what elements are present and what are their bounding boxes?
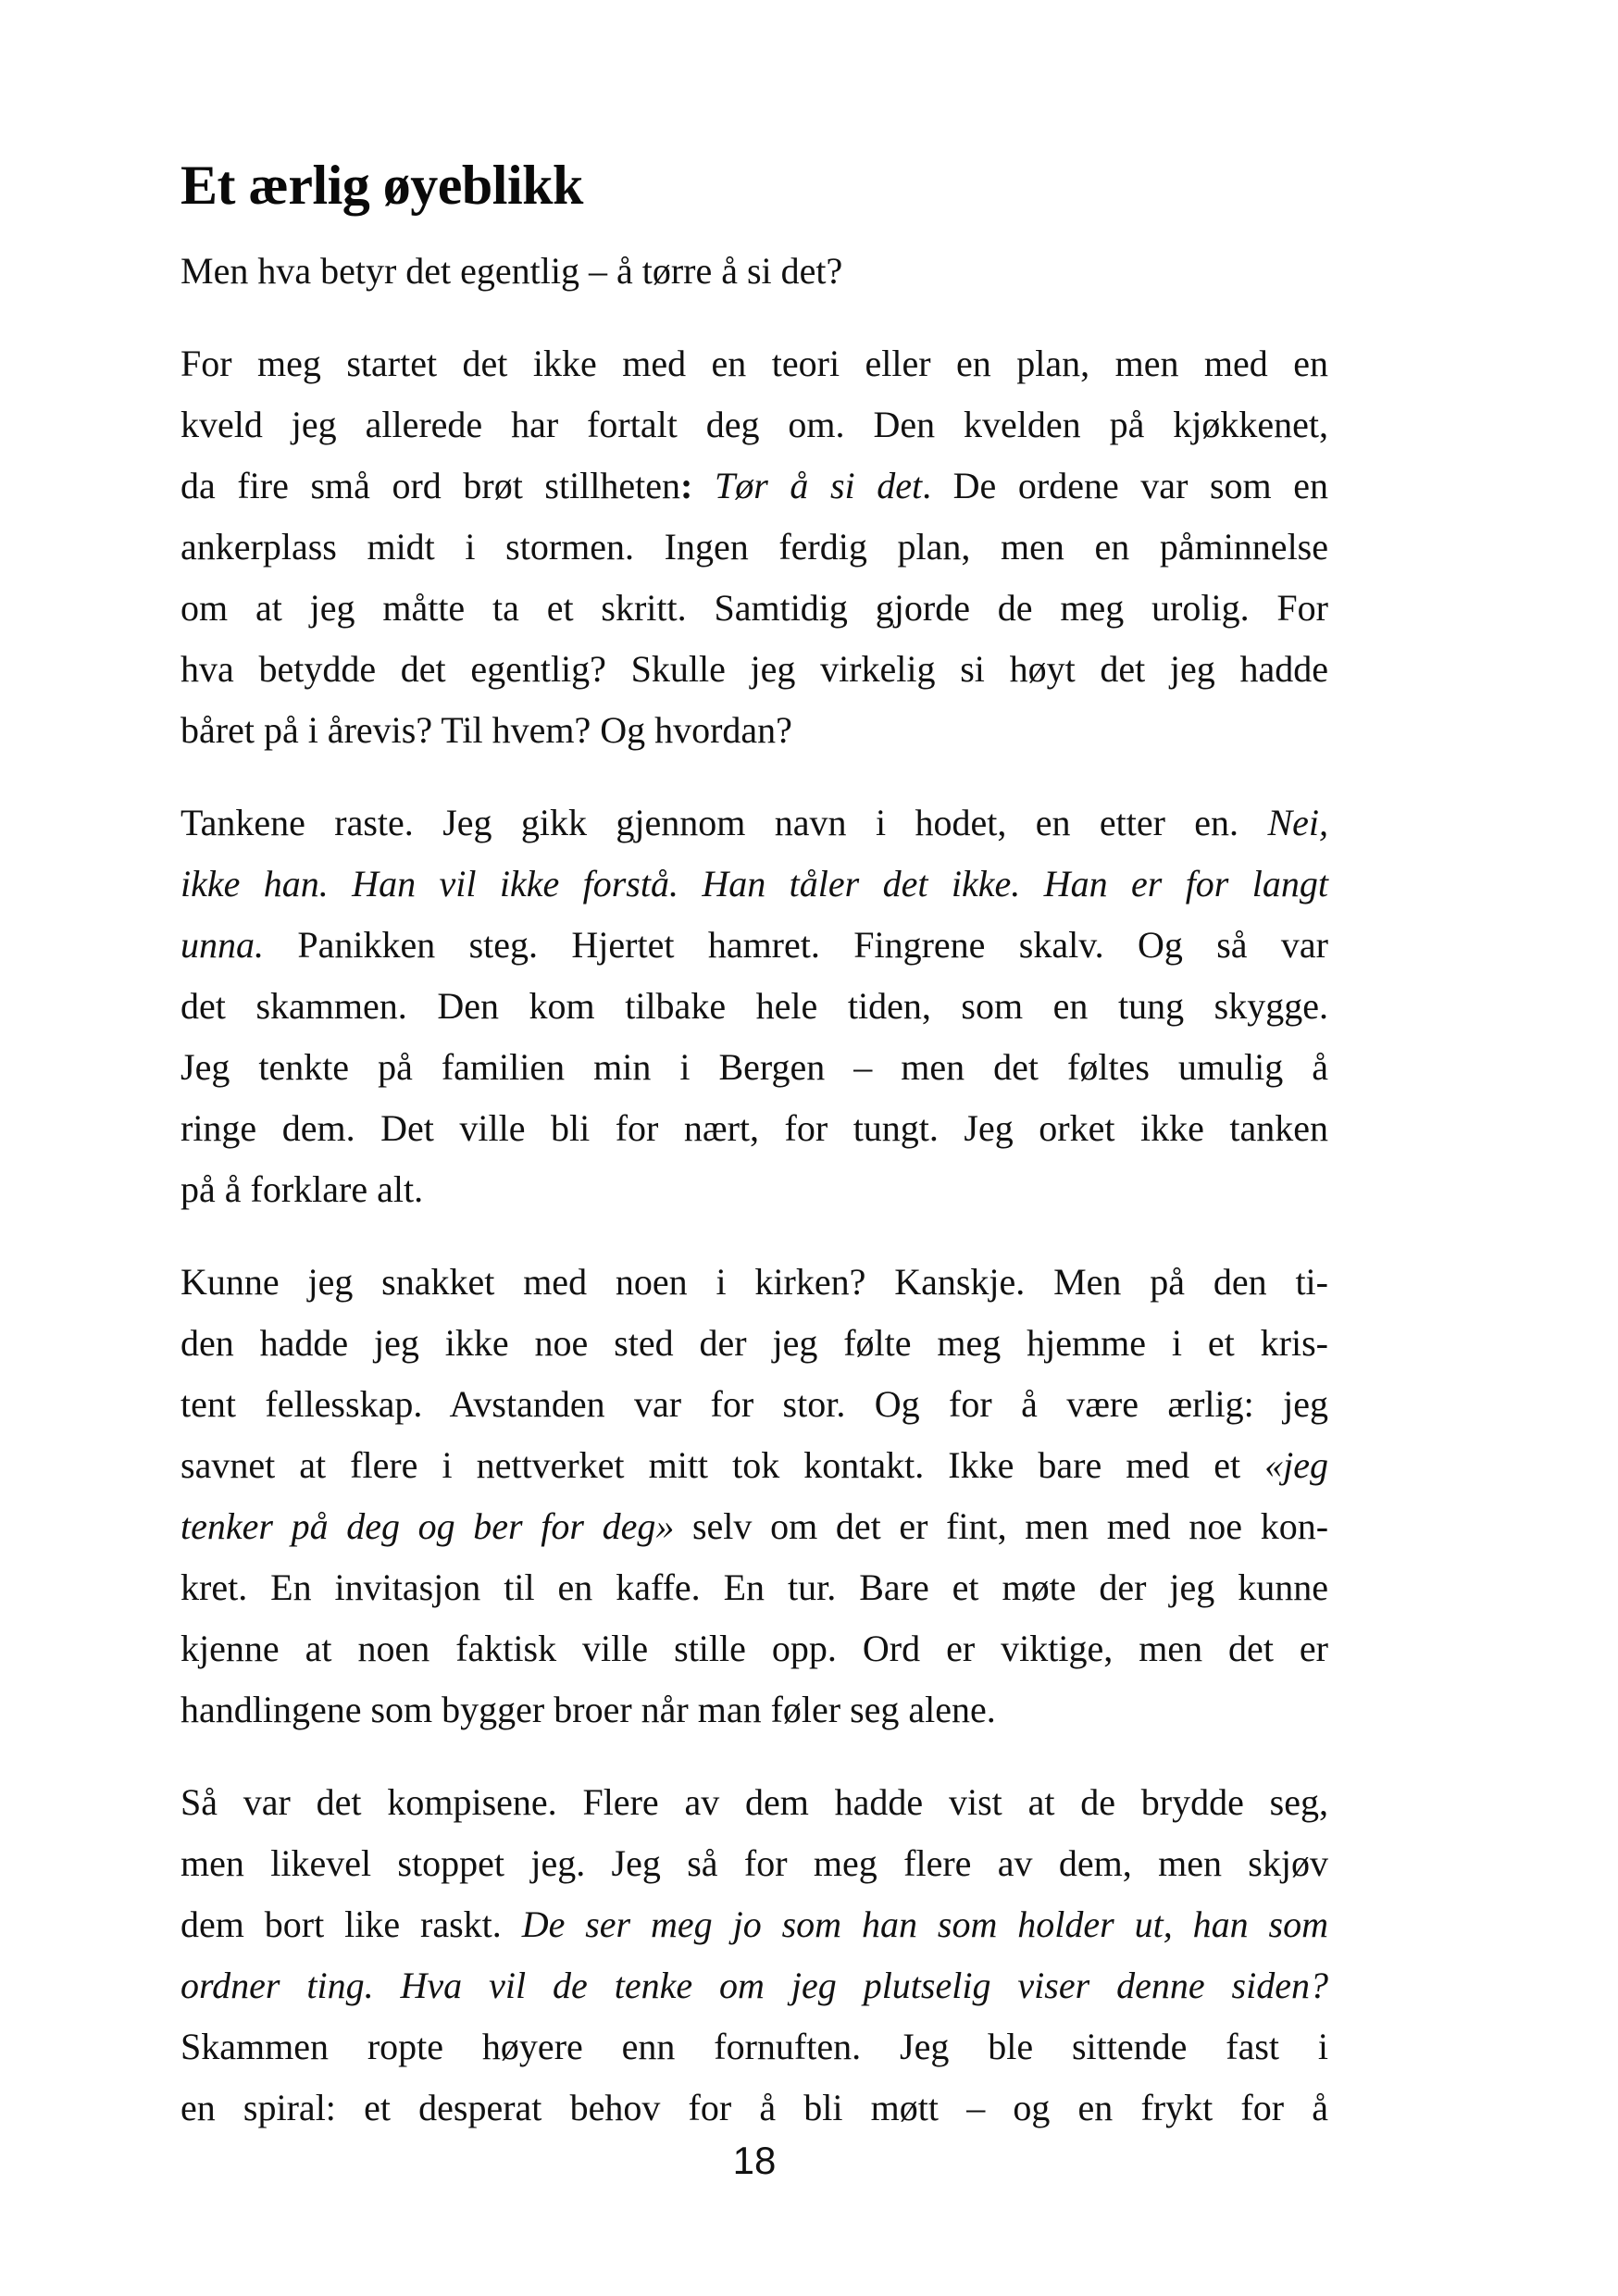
paragraph [180,1772,1328,2139]
text-line: hva betydde det egentlig? Skulle jeg virkelig si høyt det jeg hadde [180,648,1328,690]
text-line: det skammen. Den kom tilbake hele tiden, som en tung skygge. [180,985,1328,1027]
paragraph [180,241,1328,302]
text-line: Tankene raste. Jeg gikk gjennom navn i hodet, en etter en. Nei, [180,802,1328,843]
text-line: den hadde jeg ikke noe sted der jeg følte meg hjemme i et kris- [180,1322,1328,1364]
paragraph [180,792,1328,1220]
text-line: om at jeg måtte ta et skritt. Samtidig gjorde de meg urolig. For [180,587,1328,629]
text-line: kjenne at noen faktisk ville stille opp. Ord er viktige, men det er [180,1628,1328,1669]
text-line: Men hva betyr det egentlig – å tørre å si det? [180,250,843,292]
page-number: 18 [732,2139,777,2182]
text-line: ordner ting. Hva vil de tenke om jeg plutselig viser denne siden? [180,1965,1328,2006]
paragraph [180,1252,1328,1741]
text-line: da fire små ord brøt stillheten: Tør å si det. De ordene var som en [180,465,1328,506]
text-line: Jeg tenkte på familien min i Bergen – men det føltes umulig å [180,1046,1328,1088]
text-block [180,0,1328,2139]
text-line: For meg startet det ikke med en teori eller en plan, men med en [180,343,1328,384]
text-line: ringe dem. Det ville bli for nært, for tungt. Jeg orket ikke tanken [180,1107,1328,1149]
text-line: handlingene som bygger broer når man føler seg alene. [180,1689,996,1730]
text-line: kveld jeg allerede har fortalt deg om. Den kvelden på kjøkkenet, [180,404,1328,445]
text-line: tenker på deg og ber for deg» selv om det er fint, men med noe kon- [180,1505,1329,1547]
text-line: ankerplass midt i stormen. Ingen ferdig plan, men en påminnelse [180,526,1328,568]
text-line: Skammen ropte høyere enn fornuften. Jeg ble sittende fast i [180,2026,1328,2067]
text-line: Kunne jeg snakket med noen i kirken? Kanskje. Men på den ti- [180,1261,1328,1303]
chapter-title: Et ærlig øyeblikk [180,155,583,216]
paragraph [180,333,1328,761]
text-line: dem bort like raskt. De ser meg jo som han som holder ut, han som [180,1903,1328,1945]
text-line: båret på i årevis? Til hvem? Og hvordan? [180,709,792,751]
text-line: Så var det kompisene. Flere av dem hadde vist at de brydde seg, [180,1781,1328,1823]
text-line: savnet at flere i nettverket mitt tok kontakt. Ikke bare med et «jeg [180,1444,1328,1486]
text-line: unna. Panikken steg. Hjertet hamret. Fingrene skalv. Og så var [180,924,1328,966]
text-line: kret. En invitasjon til en kaffe. En tur. Bare et møte der jeg kunne [180,1566,1328,1608]
text-line: på å forklare alt. [180,1168,424,1210]
text-line: tent fellesskap. Avstanden var for stor. Og for å være ærlig: jeg [180,1383,1328,1425]
text-line: en spiral: et desperat behov for å bli møtt – og en frykt for å [180,2087,1328,2128]
body-text [180,241,1328,2139]
text-line: men likevel stoppet jeg. Jeg så for meg flere av dem, men skjøv [180,1842,1328,1884]
text-line: ikke han. Han vil ikke forstå. Han tåler det ikke. Han er for langt [180,863,1328,905]
